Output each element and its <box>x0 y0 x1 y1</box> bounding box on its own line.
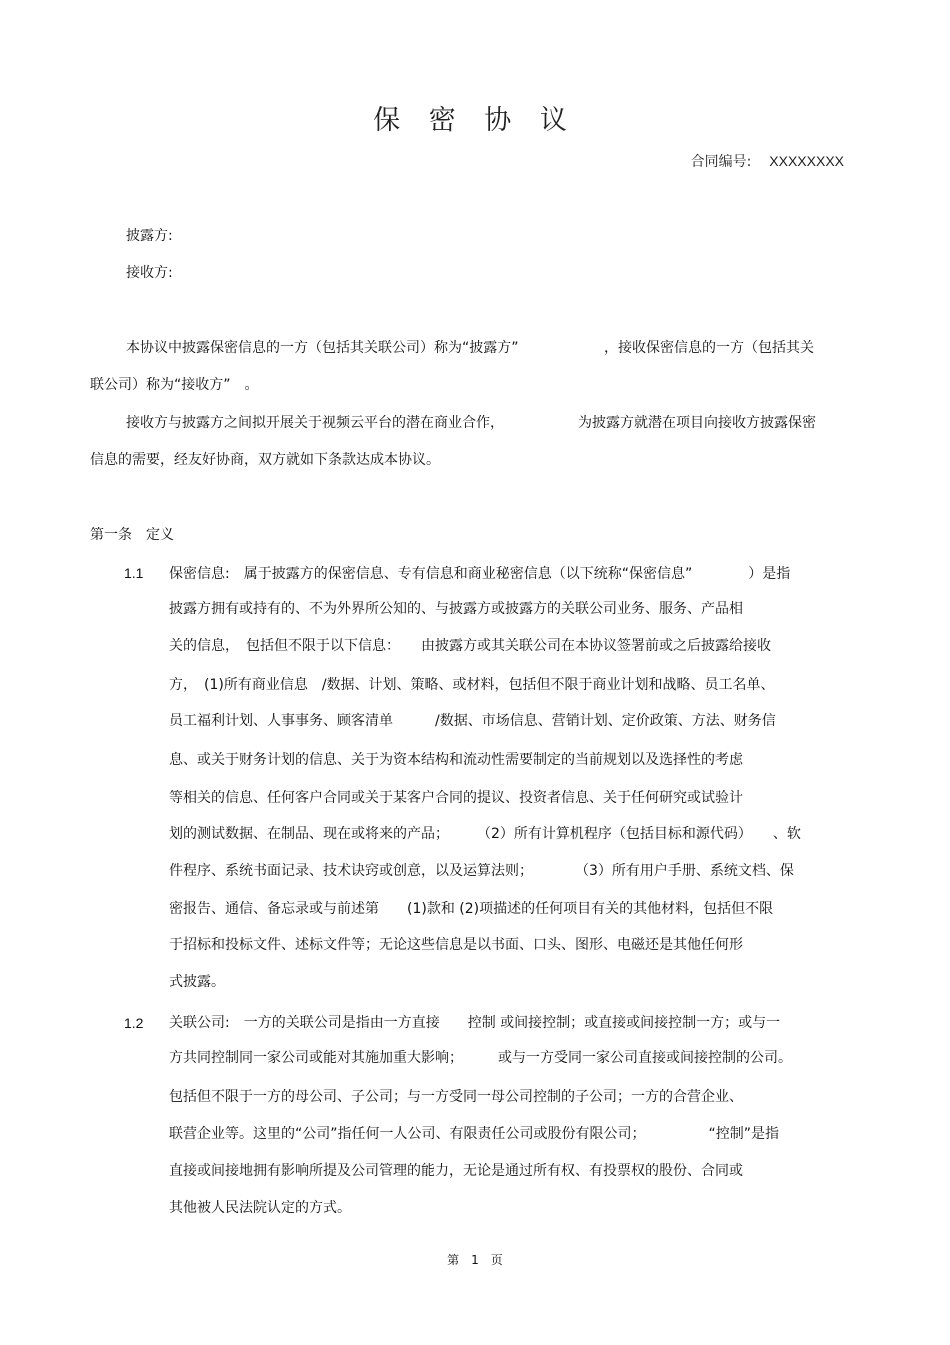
contract-number-label: 合同编号: <box>690 154 752 170</box>
discloser-label: 披露方: <box>126 228 173 244</box>
intro-p2-line1a: 接收方与披露方之间拟开展关于视频云平台的潜在商业合作， <box>126 415 504 431</box>
recipient-label: 接收方: <box>126 265 173 281</box>
intro-p1-line1a: 本协议中披露保密信息的一方（包括其关联公司）称为“披露方” <box>126 340 519 356</box>
intro-p2-line1b: 为披露方就潜在项目向接收方披露保密 <box>578 415 816 431</box>
clause-1-1-line: 式披露。 <box>169 974 225 990</box>
clause-1-2-line: 关联公司: 一方的关联公司是指由一方直接 控制 或间接控制；或直接或间接控制一方；或与一 <box>169 1015 781 1031</box>
clause-1-2-line: 方共同控制同一家公司或能对其施加重大影响； 或与一方受同一家公司直接或间接控制的公司。 <box>169 1050 792 1066</box>
intro-p1-line1b: ，接收保密信息的一方（包括其关 <box>604 340 814 356</box>
clause-1-2-line: 包括但不限于一方的母公司、子公司；与一方受同一母公司控制的子公司；一方的合营企业、 <box>169 1089 743 1105</box>
clause-1-2-line: 联营企业等。这里的“公司”指任何一人公司、有限责任公司或股份有限公司； “控制”是指 <box>169 1126 780 1142</box>
clause-1-2-line: 其他被人民法院认定的方式。 <box>169 1200 351 1216</box>
clause-1-2-line: 直接或间接地拥有影响所提及公司管理的能力，无论是通过所有权、有投票权的股份、合同或 <box>169 1163 743 1179</box>
clause-1-1-line: 方， (1)所有商业信息 /数据、计划、策略、或材料，包括但不限于商业计划和战略、员工名单、 <box>169 677 775 693</box>
contract-number <box>691 151 844 171</box>
page-number: 第 1 页 <box>447 1253 503 1267</box>
contract-number-value: XXXXXXXX <box>769 153 844 169</box>
clause-1-1-line: 于招标和投标文件、述标文件等；无论这些信息是以书面、口头、图形、电磁还是其他任何形 <box>169 937 743 953</box>
clause-1-1-line: 披露方拥有或持有的、不为外界所公知的、与披露方或披露方的关联公司业务、服务、产品相 <box>169 601 743 617</box>
clause-1-1-line: 关的信息， 包括但不限于以下信息： 由披露方或其关联公司在本协议签署前或之后披露给接收 <box>169 638 771 654</box>
clause-1-1-line: 息、或关于财务计划的信息、关于为资本结构和流动性需要制定的当前规划以及选择性的考虑 <box>169 752 743 768</box>
clause-1-1-line: 密报告、通信、备忘录或与前述第 (1)款和 (2)项描述的任何项目有关的其他材料，包括但不限 <box>169 901 774 917</box>
document-title: 保 密 协 议 <box>373 105 577 136</box>
intro-p2-line2: 信息的需要，经友好协商，双方就如下条款达成本协议。 <box>90 452 440 468</box>
clause-1-1-line: 划的测试数据、在制品、现在或将来的产品； （2）所有计算机程序（包括目标和源代码） 、软 <box>169 826 801 842</box>
clause-1-1-number: 1.1 <box>124 565 144 581</box>
clause-1-1-line: 等相关的信息、任何客户合同或关于某客户合同的提议、投资者信息、关于任何研究或试验计 <box>169 790 743 806</box>
article1-heading: 第一条 定义 <box>90 527 174 543</box>
clause-1-1-line: 员工福利计划、人事事务、顾客清单 /数据、市场信息、营销计划、定价政策、方法、财务信 <box>169 713 776 729</box>
intro-p1-line2: 联公司）称为“接收方” 。 <box>90 377 259 393</box>
clause-1-2-number: 1.2 <box>124 1015 144 1031</box>
clause-1-1-line: 保密信息: 属于披露方的保密信息、专有信息和商业秘密信息（以下统称“保密信息” ）是指 <box>169 566 791 582</box>
clause-1-1-line: 件程序、系统书面记录、技术诀窍或创意，以及运算法则； （3）所有用户手册、系统文档、保 <box>169 863 794 879</box>
